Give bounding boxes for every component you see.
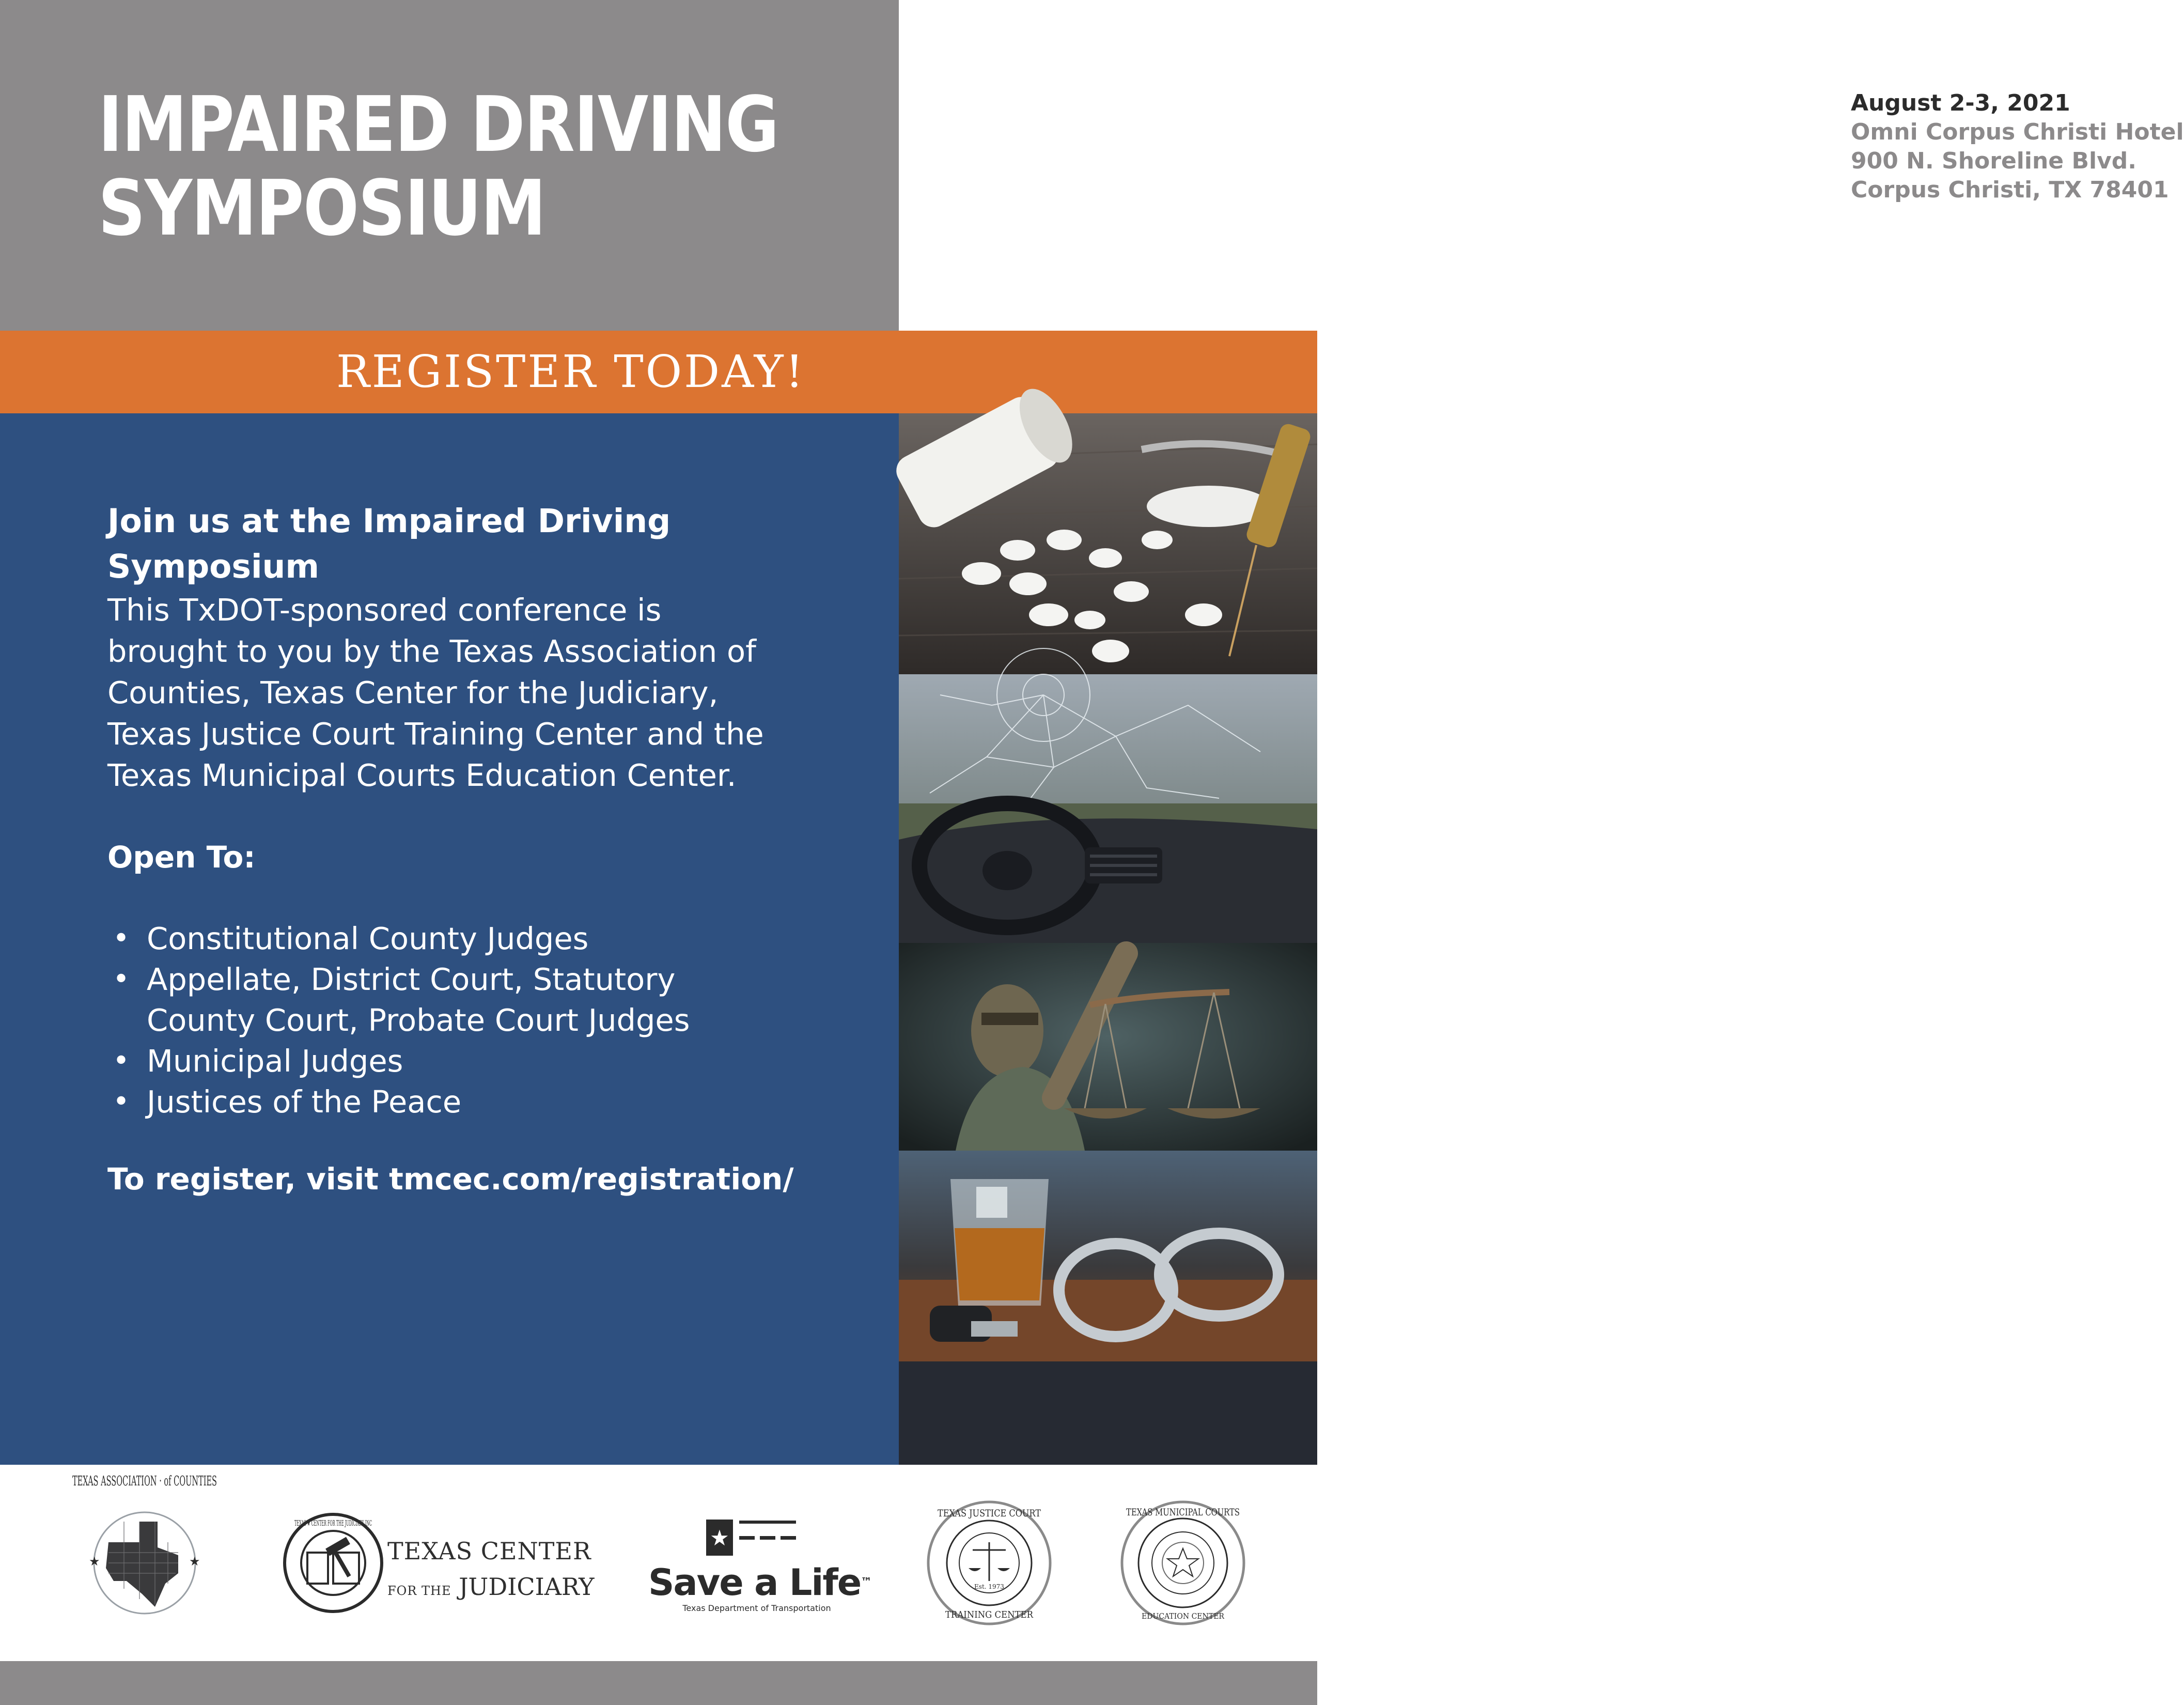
audience-item-2-line-1: • Appellate, District Court, Statutory [147, 962, 676, 997]
list-item [107, 1081, 872, 1122]
tcj-seal-text: TEXAS ★ CENTER FOR THE JUDICIARY INC [294, 1518, 372, 1528]
photo-shadow [899, 1361, 1317, 1465]
save-a-life-logo [648, 1465, 871, 1661]
event-info-panel [899, 0, 2184, 331]
lady-justice-illustration [899, 943, 1317, 1151]
title-line-1: IMPAIRED DRIVING [98, 80, 778, 169]
whiskey-handcuffs-illustration [899, 1151, 1317, 1361]
list-item [107, 918, 872, 959]
intro-heading-line-1: Join us at the Impaired Driving [107, 502, 671, 540]
texas-flag-icon [648, 1465, 865, 1563]
register-today-heading [0, 331, 1317, 413]
intro-heading [107, 499, 872, 590]
tac-logo [67, 1465, 222, 1661]
content-body [107, 499, 872, 1200]
intro-paragraph [107, 590, 872, 796]
tjctc-est-text: Est. 1973 [974, 1583, 1004, 1590]
lady-justice-photo [899, 943, 1317, 1151]
pills-illustration [899, 413, 1317, 674]
tcj-seal-icon [282, 1465, 385, 1661]
car-crash-photo [899, 674, 1317, 943]
audience-item-3: Municipal Judges [147, 1043, 403, 1079]
tcj-for-the: FOR THE [387, 1584, 451, 1598]
tmcec-seal-icon [1116, 1465, 1250, 1661]
svg-text:★: ★ [189, 1554, 200, 1569]
whiskey-handcuffs-photo [899, 1151, 1317, 1361]
tjctc-seal-icon [922, 1465, 1056, 1661]
svg-text:★: ★ [710, 1525, 729, 1551]
audience-list [107, 918, 872, 1122]
registration-link[interactable]: To register, visit tmcec.com/registration/ [107, 1161, 794, 1197]
audience-item-2-line-2: County Court, Probate Court Judges [147, 1002, 690, 1038]
svg-text:★: ★ [89, 1554, 100, 1569]
tac-ring-text: TEXAS ASSOCIATION · of COUNTIES [72, 1474, 217, 1489]
car-crash-illustration [899, 674, 1317, 943]
tcj-line-1: TEXAS CENTER [387, 1537, 591, 1565]
header-banner [0, 0, 899, 331]
intro-heading-line-2: Symposium [107, 548, 320, 585]
audience-item-4: Justices of the Peace [147, 1084, 462, 1120]
tcj-wordmark [387, 1538, 595, 1604]
list-item [107, 959, 872, 1041]
event-details [1851, 89, 2184, 205]
register-banner [0, 331, 1317, 413]
tac-seal-icon [67, 1465, 222, 1661]
photo-column [899, 413, 1317, 1465]
tcj-logo [282, 1465, 595, 1661]
tcj-line-2 [387, 1573, 595, 1604]
content-panel [0, 413, 899, 1465]
event-address: 900 N. Shoreline Blvd. [1851, 148, 2136, 174]
intro-line-1: This TxDOT-sponsored conference is [107, 592, 662, 628]
tmcec-bottom-text: EDUCATION CENTER [1142, 1611, 1225, 1621]
tjctc-logo [922, 1465, 1056, 1661]
tjctc-top-text: TEXAS JUSTICE COURT [938, 1508, 1041, 1519]
tmcec-logo [1116, 1465, 1250, 1661]
sponsor-logos [0, 1465, 1317, 1661]
audience-item-1: Constitutional County Judges [147, 921, 589, 956]
event-venue: Omni Corpus Christi Hotel [1851, 119, 2184, 145]
register-today-text: REGISTER TODAY! [336, 346, 806, 398]
save-a-life-text: Save a Life [648, 1561, 861, 1604]
save-a-life-wordmark [648, 1561, 871, 1604]
tcj-judiciary: JUDICIARY [459, 1573, 595, 1601]
event-date: August 2-3, 2021 [1851, 90, 2070, 116]
footer-band [0, 1661, 1317, 1705]
list-item [107, 1041, 872, 1081]
tjctc-bottom-text: TRAINING CENTER [945, 1609, 1034, 1620]
title-line-2: SYMPOSIUM [98, 164, 545, 253]
intro-line-3: Counties, Texas Center for the Judiciary, [107, 675, 719, 710]
open-to-heading: Open To: [107, 840, 256, 875]
page-title [98, 80, 778, 253]
intro-line-5: Texas Municipal Courts Education Center. [107, 757, 737, 793]
tmcec-top-text: TEXAS MUNICIPAL COURTS [1126, 1507, 1240, 1518]
event-city: Corpus Christi, TX 78401 [1851, 177, 2169, 203]
intro-line-4: Texas Justice Court Training Center and the [107, 716, 764, 752]
pills-photo [899, 413, 1317, 674]
intro-line-2: brought to you by the Texas Association of [107, 633, 756, 669]
save-a-life-tm: ™ [861, 1576, 871, 1589]
txdot-subtitle: Texas Department of Transportation [682, 1603, 831, 1613]
